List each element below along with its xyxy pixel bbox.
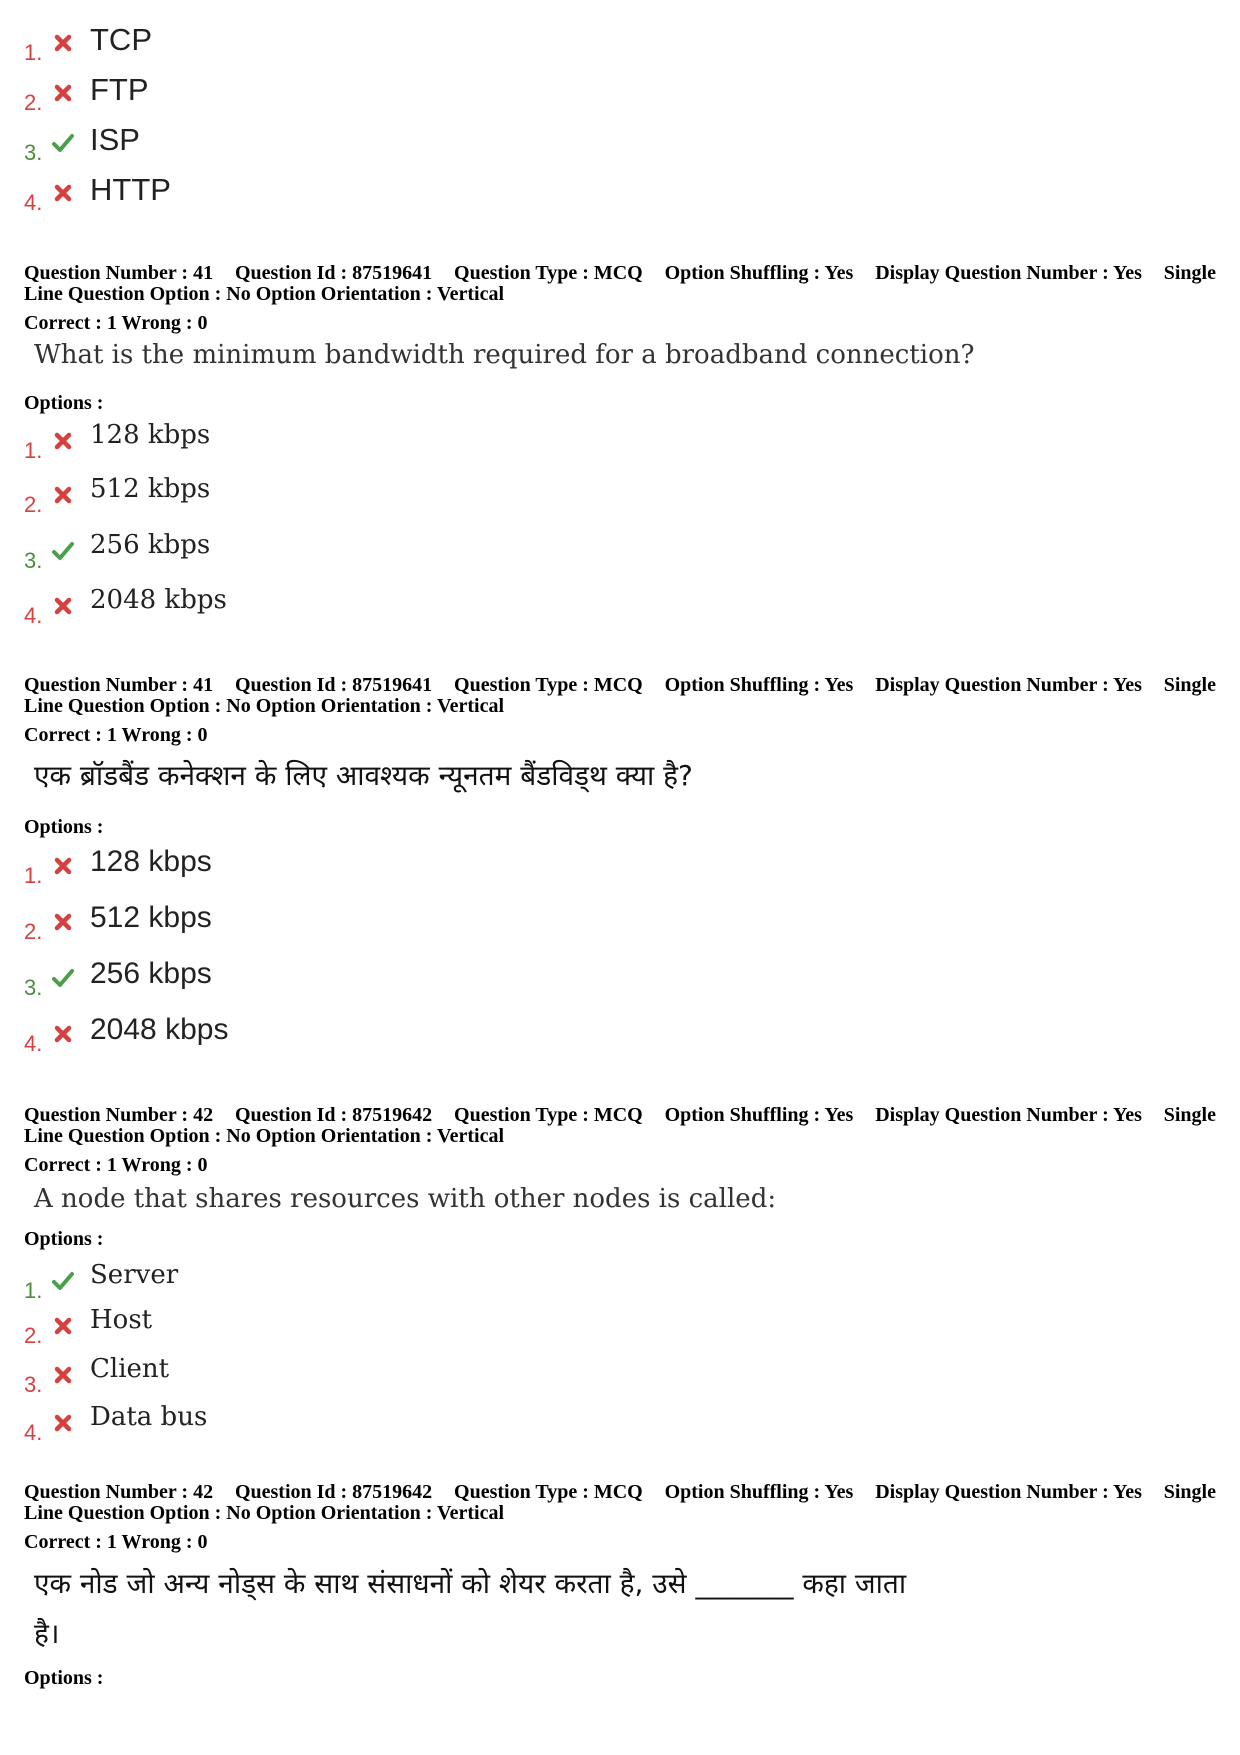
question-41-hindi-meta	[24, 675, 1216, 717]
meta-field: Question Id : 87519642	[234, 1104, 433, 1126]
options-label: Options :	[24, 1667, 104, 1689]
question-42-meta	[24, 1105, 1216, 1147]
meta-field: Question Type : MCQ	[454, 1104, 643, 1126]
meta-line-2: Line Question Option : No Option Orientation : Vertical	[24, 1502, 505, 1524]
options-label: Options :	[24, 816, 104, 838]
question-text: What is the minimum bandwidth required for a broadband connection?	[34, 340, 975, 370]
cross-icon	[52, 430, 74, 452]
meta-field: Display Question Number : Yes	[875, 1481, 1142, 1503]
meta-field: Option Shuffling : Yes	[664, 1481, 854, 1503]
option-number: 1.	[24, 40, 43, 65]
question-42-hindi-meta	[24, 1482, 1216, 1524]
meta-field: Single	[1163, 262, 1216, 284]
correct-wrong-marks: Correct : 1 Wrong : 0	[24, 312, 208, 334]
cross-icon	[52, 1023, 74, 1045]
check-icon	[52, 540, 74, 562]
cross-icon	[52, 1315, 74, 1337]
meta-field: Question Number : 41	[24, 674, 214, 696]
option-number: 2.	[24, 1323, 43, 1348]
cross-icon	[52, 182, 74, 204]
question-text: A node that shares resources with other nodes is called:	[34, 1184, 777, 1214]
option-number: 3.	[24, 548, 43, 573]
correct-wrong-marks: Correct : 1 Wrong : 0	[24, 1531, 208, 1553]
question-text-hindi-line-1: एक नोड जो अन्य नोड्स के साथ संसाधनों को शेयर करता है, उसे _______ कहा जाता	[34, 1567, 907, 1600]
cross-icon	[52, 82, 74, 104]
meta-field: Question Type : MCQ	[454, 262, 643, 284]
option-text: TCP	[90, 22, 152, 57]
cross-icon	[52, 911, 74, 933]
meta-field: Option Shuffling : Yes	[664, 674, 854, 696]
meta-line-2: Line Question Option : No Option Orientation : Vertical	[24, 1125, 505, 1147]
meta-field: Question Id : 87519641	[234, 674, 433, 696]
option-text: Data bus	[90, 1402, 208, 1432]
meta-field: Question Number : 42	[24, 1481, 214, 1503]
meta-field: Option Shuffling : Yes	[664, 1104, 854, 1126]
option-text: 512 kbps	[90, 901, 212, 934]
meta-field: Display Question Number : Yes	[875, 262, 1142, 284]
option-number: 3.	[24, 1372, 43, 1397]
cross-icon	[52, 595, 74, 617]
correct-wrong-marks: Correct : 1 Wrong : 0	[24, 724, 208, 746]
meta-field: Question Number : 41	[24, 262, 214, 284]
option-text: 2048 kbps	[90, 1013, 229, 1046]
question-41-meta	[24, 263, 1216, 305]
correct-wrong-marks: Correct : 1 Wrong : 0	[24, 1154, 208, 1176]
option-text: 128 kbps	[90, 845, 212, 878]
option-number: 1.	[24, 438, 43, 463]
option-number: 3.	[24, 140, 43, 165]
option-text: ISP	[90, 122, 140, 157]
cross-icon	[52, 484, 74, 506]
option-number: 1.	[24, 1278, 43, 1303]
option-number: 4.	[24, 1420, 43, 1445]
meta-field: Question Id : 87519642	[234, 1481, 433, 1503]
option-text: Server	[90, 1260, 179, 1290]
option-text: 2048 kbps	[90, 585, 227, 615]
question-text-hindi: एक ब्रॉडबैंड कनेक्शन के लिए आवश्यक न्यूनतम बैंडविड्थ क्या है?	[34, 759, 693, 792]
check-icon	[52, 1270, 74, 1292]
cross-icon	[52, 1364, 74, 1386]
check-icon	[52, 967, 74, 989]
meta-field: Question Type : MCQ	[454, 674, 643, 696]
meta-field: Question Id : 87519641	[234, 262, 433, 284]
option-number: 4.	[24, 1031, 43, 1056]
option-number: 2.	[24, 90, 43, 115]
meta-field: Option Shuffling : Yes	[664, 262, 854, 284]
meta-field: Single	[1163, 1104, 1216, 1126]
meta-field: Display Question Number : Yes	[875, 674, 1142, 696]
option-number: 2.	[24, 492, 43, 517]
option-number: 4.	[24, 190, 43, 215]
option-text: FTP	[90, 72, 149, 107]
meta-field: Display Question Number : Yes	[875, 1104, 1142, 1126]
option-number: 2.	[24, 919, 43, 944]
meta-field: Question Number : 42	[24, 1104, 214, 1126]
option-text: Client	[90, 1354, 170, 1384]
option-text: 512 kbps	[90, 474, 211, 504]
options-label: Options :	[24, 1228, 104, 1250]
option-text: 256 kbps	[90, 530, 211, 560]
cross-icon	[52, 855, 74, 877]
options-label: Options :	[24, 392, 104, 414]
meta-line-2: Line Question Option : No Option Orientation : Vertical	[24, 695, 505, 717]
option-number: 1.	[24, 863, 43, 888]
option-number: 4.	[24, 603, 43, 628]
cross-icon	[52, 1412, 74, 1434]
meta-field: Question Type : MCQ	[454, 1481, 643, 1503]
question-text-hindi-line-2: है।	[34, 1617, 60, 1650]
cross-icon	[52, 32, 74, 54]
meta-field: Single	[1163, 1481, 1216, 1503]
meta-line-2: Line Question Option : No Option Orientation : Vertical	[24, 283, 505, 305]
meta-field: Single	[1163, 674, 1216, 696]
check-icon	[52, 132, 74, 154]
option-text: 128 kbps	[90, 420, 211, 450]
option-number: 3.	[24, 975, 43, 1000]
option-text: Host	[90, 1305, 153, 1335]
option-text: 256 kbps	[90, 957, 212, 990]
option-text: HTTP	[90, 172, 171, 207]
